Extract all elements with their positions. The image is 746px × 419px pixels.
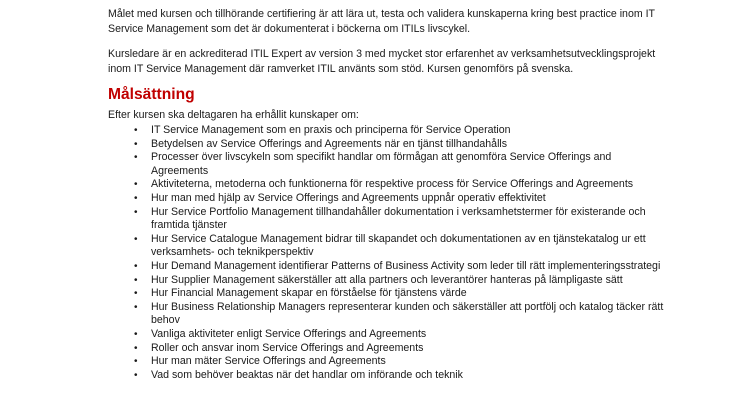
list-item bbox=[108, 355, 668, 369]
bullet-icon: • bbox=[134, 206, 138, 218]
list-item-text: Processer över livscykeln som specifikt handlar om förmågan att genomföra Service Offerings and Agreements bbox=[151, 151, 612, 177]
list-item-text: Hur Supplier Management säkerställer att alla partners och leverantörer hanteras på lämpligaste sätt bbox=[151, 273, 623, 286]
list-item-text: Vanliga aktiviteter enligt Service Offerings and Agreements bbox=[151, 327, 427, 340]
list-item bbox=[108, 342, 668, 356]
list-item-text: Hur Service Catalogue Management bidrar till skapandet och dokumentationen av en tjänstekatalog ur ett verksamhets- och teknikperspektiv bbox=[151, 232, 646, 259]
list-item bbox=[108, 260, 668, 274]
bullet-icon: • bbox=[134, 260, 138, 272]
objectives-intro: Efter kursen ska deltagaren ha erhållit kunskaper om: bbox=[108, 109, 359, 121]
bullet-icon: • bbox=[134, 342, 138, 354]
section-heading-malsattning: Målsättning bbox=[108, 86, 195, 103]
list-item-text: Hur Financial Management skapar en förståelse för tjänstens värde bbox=[151, 287, 467, 300]
course-goal-paragraph: Målet med kursen och tillhörande certifiering är att lära ut, testa och validera kunskaperna kring best practice inom IT Service Management som det är dokumenterat i böckerna om ITILs livscykel. bbox=[108, 8, 655, 35]
list-item bbox=[108, 287, 668, 301]
list-item-text: Hur Service Portfolio Management tillhandahåller dokumentation i verksamhetstermer för existerande och framtida tjänster bbox=[151, 205, 646, 232]
list-item bbox=[108, 233, 668, 260]
bullet-icon: • bbox=[134, 328, 138, 340]
bullet-icon: • bbox=[134, 288, 138, 300]
bullet-icon: • bbox=[134, 233, 138, 245]
list-item bbox=[108, 138, 668, 152]
bullet-icon: • bbox=[134, 192, 138, 204]
bullet-icon: • bbox=[134, 152, 138, 164]
list-item-text: Hur man med hjälp av Service Offerings and Agreements uppnår operativ effektivitet bbox=[151, 191, 546, 204]
list-item bbox=[108, 301, 668, 328]
list-item-text: Hur Demand Management identifierar Patterns of Business Activity som leder till rätt implementeringsstrategi bbox=[151, 259, 661, 272]
list-item bbox=[108, 328, 668, 342]
bullet-icon: • bbox=[134, 179, 138, 191]
bullet-icon: • bbox=[134, 369, 138, 381]
list-item bbox=[108, 178, 668, 192]
list-item-text: Aktiviteterna, metoderna och funktionerna för respektive process för Service Offerings and Agreements bbox=[151, 178, 634, 191]
bullet-icon: • bbox=[134, 274, 138, 286]
list-item bbox=[108, 206, 668, 233]
list-item bbox=[108, 369, 668, 383]
objectives-list bbox=[108, 124, 668, 382]
document-page bbox=[108, 7, 668, 382]
list-item bbox=[108, 274, 668, 288]
list-item-text: Hur man mäter Service Offerings and Agreements bbox=[151, 355, 386, 368]
list-item bbox=[108, 151, 668, 178]
list-item-text: IT Service Management som en praxis och principerna för Service Operation bbox=[151, 124, 511, 136]
bullet-icon: • bbox=[134, 356, 138, 368]
list-item-text: Hur Business Relationship Managers representerar kunden och säkerställer att portfölj och katalog täcker rätt behov bbox=[151, 300, 664, 327]
instructor-paragraph: Kursledare är en ackrediterad ITIL Expert av version 3 med mycket stor erfarenhet av verksamhetsutvecklingsprojekt inom IT Service Management där ramverket ITIL använts som stöd. Kursen genomförs på svenska. bbox=[108, 48, 656, 75]
bullet-icon: • bbox=[134, 301, 138, 313]
list-item bbox=[108, 124, 668, 138]
list-item-text: Vad som behöver beaktas när det handlar om införande och teknik bbox=[151, 368, 463, 381]
list-item-text: Roller och ansvar inom Service Offerings and Agreements bbox=[151, 341, 424, 354]
bullet-icon: • bbox=[134, 125, 138, 136]
list-item-text: Betydelsen av Service Offerings and Agreements när en tjänst tillhandahålls bbox=[151, 137, 508, 150]
bullet-icon: • bbox=[134, 138, 138, 150]
list-item bbox=[108, 192, 668, 206]
